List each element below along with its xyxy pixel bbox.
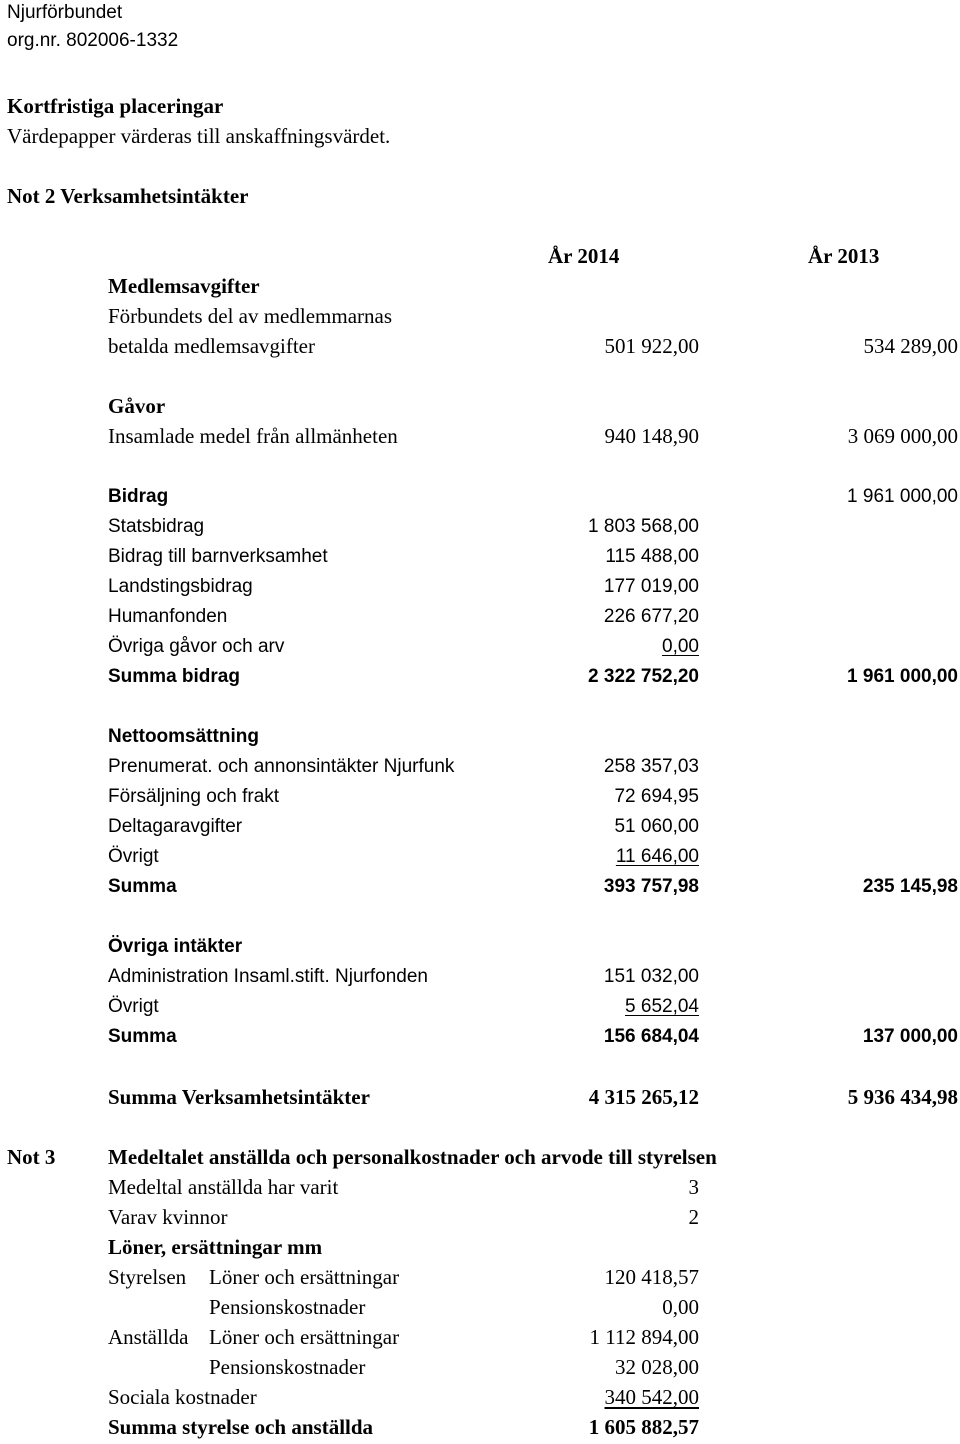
anstallda-pension-value: 32 028,00	[615, 1355, 699, 1379]
total-2013: 5 936 434,98	[847, 1085, 958, 1109]
bidrag-sum-label: Summa bidrag	[108, 666, 240, 687]
social-costs-label: Sociala kostnader	[108, 1385, 257, 1409]
note3-title: Medeltalet anställda och personalkostnader och arvode till styrelsen	[108, 1145, 717, 1169]
netto-row-label: Försäljning och frakt	[108, 786, 280, 807]
note3-sum-value: 1 605 882,57	[588, 1415, 699, 1439]
anstallda-loner-value: 1 112 894,00	[589, 1325, 699, 1349]
bidrag-row-value: 0,00	[662, 636, 699, 657]
styrelsen-pension-value: 0,00	[662, 1295, 699, 1319]
bidrag-row-label: Övriga gåvor och arv	[108, 636, 285, 657]
gavor-2013: 3 069 000,00	[847, 424, 958, 448]
netto-row-value: 72 694,95	[614, 786, 699, 807]
medlem-line2: betalda medlemsavgifter	[108, 334, 315, 358]
bidrag-sum-2014: 2 322 752,20	[588, 666, 699, 687]
bidrag-row-value: 115 488,00	[605, 546, 699, 567]
medlem-2014: 501 922,00	[604, 334, 699, 358]
gavor-label: Insamlade medel från allmänheten	[108, 424, 398, 448]
bidrag-row-value: 177 019,00	[603, 576, 699, 597]
gavor-heading: Gåvor	[108, 394, 166, 418]
netto-row-label: Deltagaravgifter	[108, 816, 243, 837]
ovriga-row-value: 5 652,04	[625, 996, 699, 1017]
org-name: Njurförbundet	[7, 2, 123, 23]
ovriga-sum-label: Summa	[108, 1026, 177, 1047]
netto-row-label: Prenumerat. och annonsintäkter Njurfunk	[108, 756, 455, 777]
social-costs-value: 340 542,00	[604, 1385, 699, 1409]
styrelsen-loner-label: Löner och ersättningar	[209, 1265, 400, 1289]
note3-tag: Not 3	[7, 1145, 56, 1169]
salaries-heading: Löner, ersättningar mm	[108, 1235, 323, 1259]
bidrag-row-label: Humanfonden	[108, 606, 228, 627]
netto-row-label: Övrigt	[108, 846, 159, 867]
bidrag-row-value: 226 677,20	[603, 606, 699, 627]
avg-employees-value: 3	[688, 1175, 699, 1199]
netto-row-value: 11 646,00	[615, 846, 699, 867]
medlem-line1: Förbundets del av medlemmarnas	[108, 304, 393, 328]
ovriga-sum-2013: 137 000,00	[862, 1026, 958, 1047]
medlem-heading: Medlemsavgifter	[108, 274, 260, 298]
bidrag-row-value: 1 803 568,00	[588, 516, 699, 537]
org-number: org.nr. 802006-1332	[7, 30, 179, 51]
note2-title: Not 2 Verksamhetsintäkter	[7, 184, 249, 208]
bidrag-row-label: Statsbidrag	[108, 516, 205, 537]
ovriga-row-label: Övrigt	[108, 996, 159, 1017]
netto-sum-2014: 393 757,98	[603, 876, 699, 897]
ovriga-heading: Övriga intäkter	[108, 936, 243, 957]
bidrag-heading: Bidrag	[108, 486, 169, 507]
women-value: 2	[688, 1205, 699, 1229]
col-header-2014: År 2014	[548, 244, 620, 268]
anstallda-loner-label: Löner och ersättningar	[209, 1325, 400, 1349]
bidrag-heading-2013: 1 961 000,00	[847, 486, 958, 507]
total-label: Summa Verksamhetsintäkter	[108, 1085, 370, 1109]
styrelsen-pension-label: Pensionskostnader	[209, 1295, 366, 1319]
bidrag-row-label: Bidrag till barnverksamhet	[108, 546, 328, 567]
women-label: Varav kvinnor	[108, 1205, 228, 1229]
short-term-title: Kortfristiga placeringar	[7, 94, 224, 118]
ovriga-row-value: 151 032,00	[603, 966, 699, 987]
avg-employees-label: Medeltal anställda har varit	[108, 1175, 339, 1199]
styrelsen-label: Styrelsen	[108, 1265, 187, 1289]
gavor-2014: 940 148,90	[604, 424, 699, 448]
anstallda-pension-label: Pensionskostnader	[209, 1355, 366, 1379]
medlem-2013: 534 289,00	[863, 334, 958, 358]
netto-sum-2013: 235 145,98	[862, 876, 958, 897]
netto-row-value: 51 060,00	[614, 816, 699, 837]
bidrag-sum-2013: 1 961 000,00	[847, 666, 958, 687]
bidrag-row-label: Landstingsbidrag	[108, 576, 253, 597]
note3-sum-label: Summa styrelse och anställda	[108, 1415, 374, 1439]
netto-row-value: 258 357,03	[603, 756, 699, 777]
total-2014: 4 315 265,12	[588, 1085, 699, 1109]
ovriga-sum-2014: 156 684,04	[603, 1026, 699, 1047]
netto-heading: Nettoomsättning	[108, 726, 259, 747]
styrelsen-loner-value: 120 418,57	[604, 1265, 699, 1289]
col-header-2013: År 2013	[808, 244, 880, 268]
anstallda-label: Anställda	[108, 1325, 189, 1349]
short-term-text: Värdepapper värderas till anskaffningsvärdet.	[7, 124, 391, 148]
netto-sum-label: Summa	[108, 876, 177, 897]
ovriga-row-label: Administration Insaml.stift. Njurfonden	[108, 966, 428, 987]
